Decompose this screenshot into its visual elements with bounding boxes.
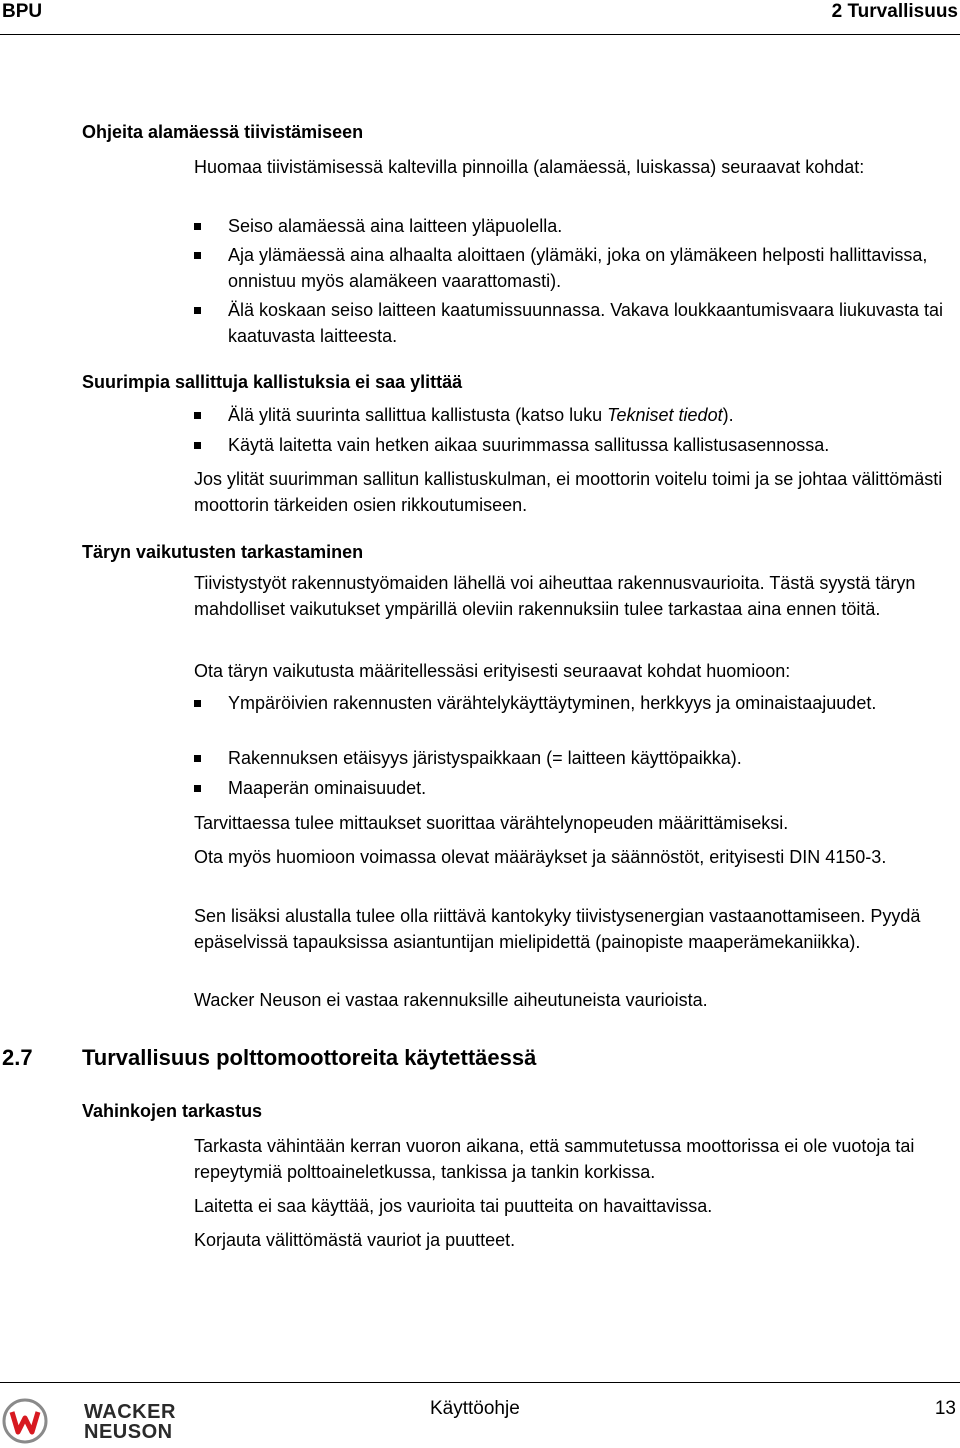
bullet-square-icon xyxy=(194,785,201,792)
paragraph: Tarvittaessa tulee mittaukset suorittaa värähtelynopeuden määrittämiseksi. xyxy=(194,813,789,833)
paragraph: Korjauta välittömästä vauriot ja puutteet. xyxy=(194,1230,516,1250)
paragraph-inclination-warning: Jos ylität suurimman sallitun kallistuskulman, ei moottorin voitelu toimi ja se johtaa välittömästi moottorin tärkeiden osien rikkoutumiseen. xyxy=(194,469,943,515)
list-item xyxy=(194,402,956,428)
bullet-square-icon xyxy=(194,700,201,707)
subheading-damage-check: Vahinkojen tarkastus xyxy=(82,1101,263,1121)
paragraph: Ota myös huomioon voimassa olevat määräykset ja säännöstöt, erityisesti DIN 4150-3. xyxy=(194,847,887,867)
logo-line-1: WACKER xyxy=(84,1401,176,1423)
list-item xyxy=(194,432,956,458)
logo-line-2: NEUSON xyxy=(84,1421,173,1443)
section-title: Turvallisuus polttomoottoreita käytettäessä xyxy=(82,1045,537,1070)
header-product-name: BPU xyxy=(2,1,43,22)
page-header xyxy=(0,0,960,36)
list-item-text: Älä koskaan seiso laitteen kaatumissuunnassa. Vakava loukkaantumisvaara liukuvasta tai kaatuvasta laitteesta. xyxy=(228,300,944,346)
header-divider xyxy=(0,34,960,35)
brand-logo xyxy=(84,1402,176,1442)
list-item xyxy=(194,213,956,239)
paragraph: Tarkasta vähintään kerran vuoron aikana, että sammutetussa moottorissa ei ole vuotoja tai repeytymiä polttoaineletkussa, tankissa ja tankin korkissa. xyxy=(194,1136,915,1182)
list-item-text: Käytä laitetta vain hetken aikaa suurimmassa sallitussa kallistusasennossa. xyxy=(228,435,830,455)
list-item-text: Rakennuksen etäisyys järistyspaikkaan (= laitteen käyttöpaikka). xyxy=(228,748,742,768)
bullet-square-icon xyxy=(194,223,201,230)
footer-divider xyxy=(0,1382,960,1383)
footer-document-type: Käyttöohje xyxy=(430,1398,520,1419)
paragraph: Laitetta ei saa käyttää, jos vaurioita tai puutteita on havaittavissa. xyxy=(194,1196,713,1216)
subheading-downhill-compaction: Ohjeita alamäessä tiivistämiseen xyxy=(82,122,364,142)
list-item xyxy=(194,242,956,294)
paragraph: Tiivistystyöt rakennustyömaiden lähellä voi aiheuttaa rakennusvaurioita. Tästä syystä täryn mahdolliset vaikutukset ympärillä oleviin rakennuksiin tulee tarkastaa aina ennen töitä. xyxy=(194,573,916,619)
paragraph: Ota täryn vaikutusta määritellessäsi erityisesti seuraavat kohdat huomioon: xyxy=(194,661,791,681)
paragraph: Wacker Neuson ei vastaa rakennuksille aiheutuneista vaurioista. xyxy=(194,990,708,1010)
bullet-square-icon xyxy=(194,252,201,259)
subheading-vibration-check: Täryn vaikutusten tarkastaminen xyxy=(82,542,364,562)
paragraph-intro: Huomaa tiivistämisessä kaltevilla pinnoilla (alamäessä, luiskassa) seuraavat kohdat: xyxy=(194,157,865,177)
cross-reference: Tekniset tiedot xyxy=(607,405,723,425)
list-item xyxy=(194,745,956,771)
bullet-square-icon xyxy=(194,755,201,762)
list-item-text: Seiso alamäessä aina laitteen yläpuolella. xyxy=(228,216,563,236)
list-item-text: Ympäröivien rakennusten värähtelykäyttäytyminen, herkkyys ja ominaistaajuudet. xyxy=(228,693,877,713)
bullet-square-icon xyxy=(194,412,201,419)
bullet-square-icon xyxy=(194,442,201,449)
list-item-text: Aja ylämäessä aina alhaalta aloittaen (ylämäki, joka on ylämäkeen helposti hallittavissa, onnistuu myös alamäkeen vaarattomasti). xyxy=(228,245,928,291)
list-item-text: Maaperän ominaisuudet. xyxy=(228,778,427,798)
list-item-text: Älä ylitä suurinta sallittua kallistusta (katso luku Tekniset tiedot). xyxy=(228,405,734,425)
header-chapter-title: 2 Turvallisuus xyxy=(831,1,958,22)
list-item xyxy=(194,297,956,349)
list-item xyxy=(194,690,956,716)
subheading-max-inclination: Suurimpia sallittuja kallistuksia ei saa ylittää xyxy=(82,372,463,392)
bullet-square-icon xyxy=(194,307,201,314)
page-number: 13 xyxy=(934,1398,956,1419)
wacker-neuson-logo-icon xyxy=(2,1398,48,1444)
paragraph: Sen lisäksi alustalla tulee olla riittävä kantokyky tiivistysenergian vastaanottamiseen. Pyydä epäselvissä tapauksissa asiantuntijan mielipidettä (painopiste maaperämekaniikka). xyxy=(194,906,921,952)
list-item xyxy=(194,775,956,801)
section-number: 2.7 xyxy=(2,1045,33,1070)
